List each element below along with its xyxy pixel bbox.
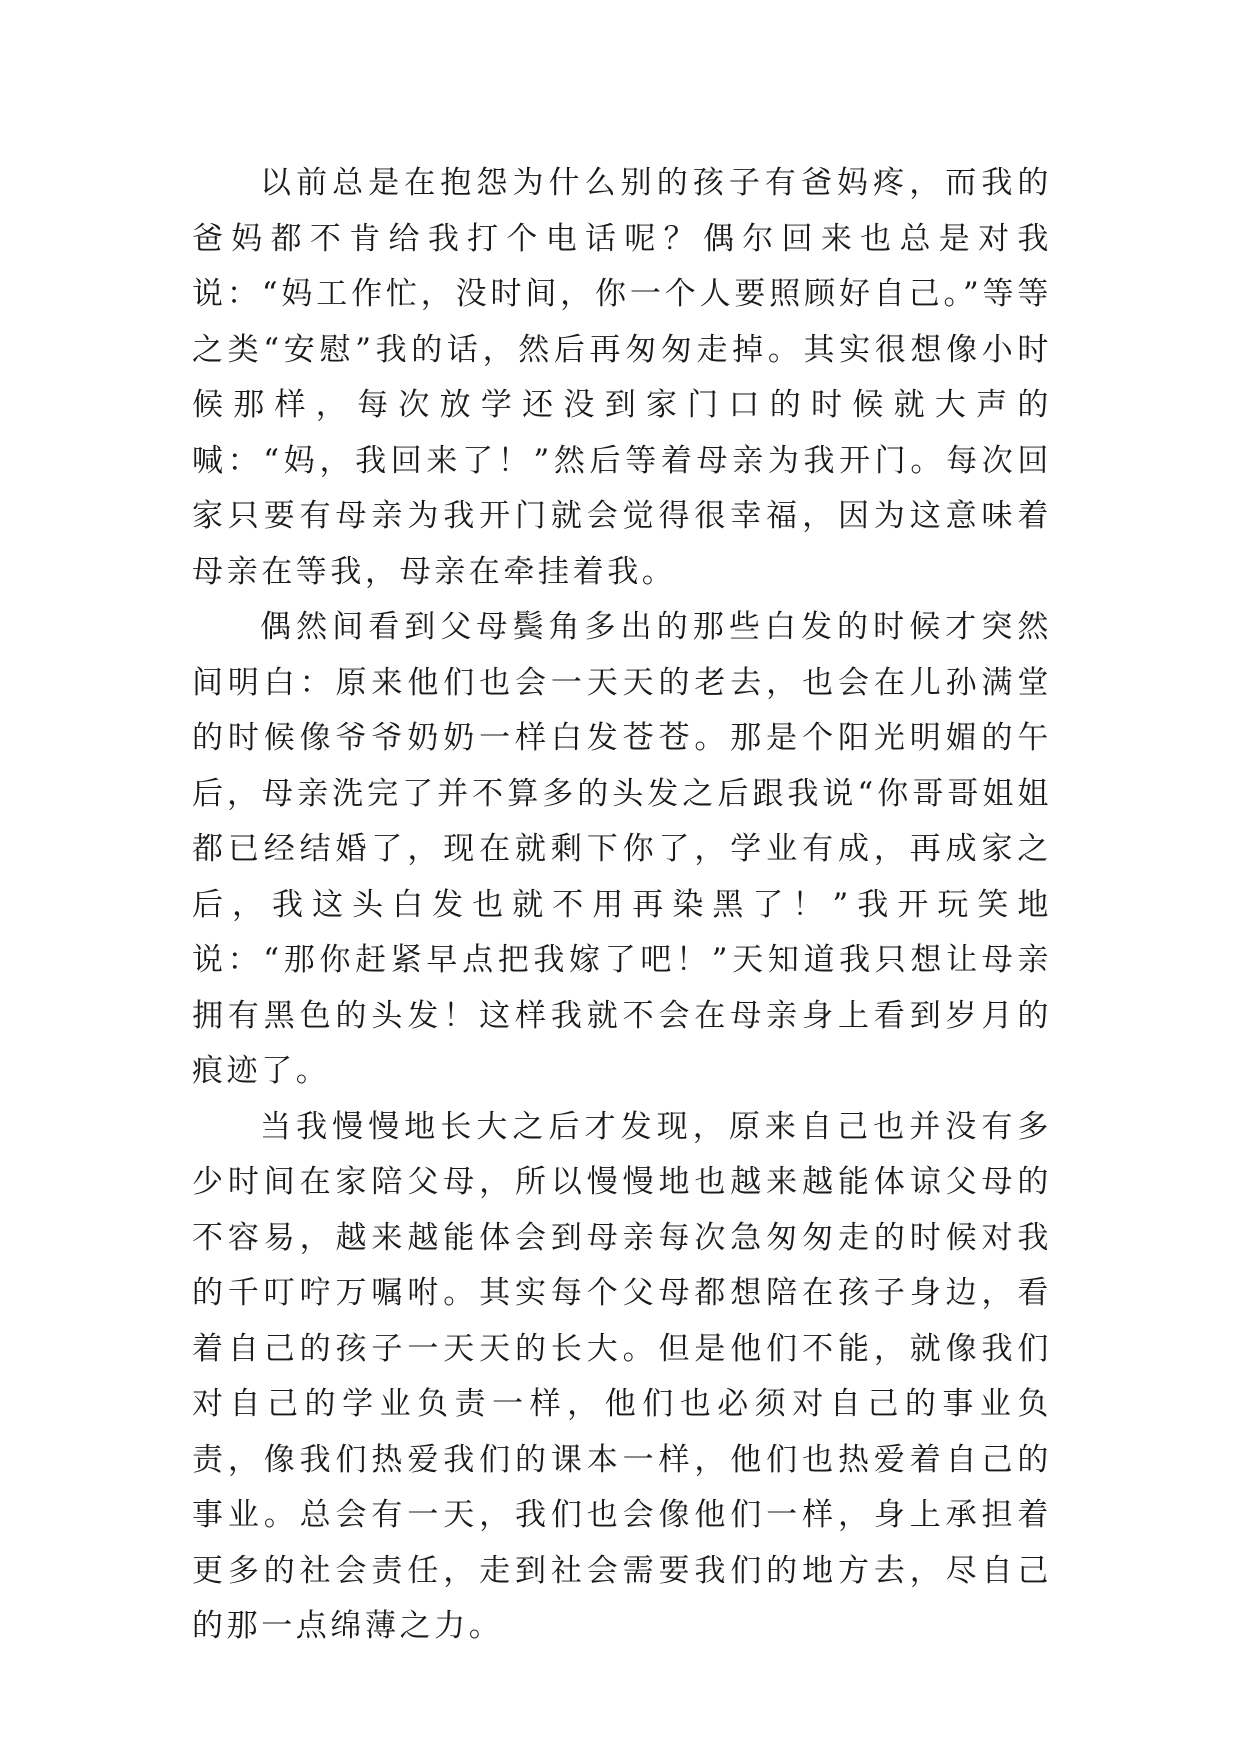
document-body	[192, 156, 1052, 1655]
paragraph-3: 当我慢慢地长大之后才发现，原来自己也并没有多少时间在家陪父母，所以慢慢地也越来越能体谅父母的不容易，越来越能体会到母亲每次急匆匆走的时候对我的千叮咛万嘱咐。其实每个父母都想陪在孩子身边，看着自己的孩子一天天的长大。但是他们不能，就像我们对自己的学业负责一样，他们也必须对自己的事业负责，像我们热爱我们的课本一样，他们也热爱着自己的事业。总会有一天，我们也会像他们一样，身上承担着更多的社会责任，走到社会需要我们的地方去，尽自己的那一点绵薄之力。	[192, 1108, 1052, 1644]
paragraph-1: 以前总是在抱怨为什么别的孩子有爸妈疼，而我的爸妈都不肯给我打个电话呢？偶尔回来也总是对我说：“妈工作忙，没时间，你一个人要照顾好自己。”等等之类“安慰”我的话，然后再匆匆走掉。其实很想像小时候那样，每次放学还没到家门口的时候就大声的喊：“妈，我回来了！”然后等着母亲为我开门。每次回家只要有母亲为我开门就会觉得很幸福，因为这意味着母亲在等我，母亲在牵挂着我。	[192, 165, 1052, 590]
paragraph-2: 偶然间看到父母鬓角多出的那些白发的时候才突然间明白：原来他们也会一天天的老去，也会在儿孙满堂的时候像爷爷奶奶一样白发苍苍。那是个阳光明媚的午后，母亲洗完了并不算多的头发之后跟我说“你哥哥姐姐都已经结婚了，现在就剩下你了，学业有成，再成家之后，我这头白发也就不用再染黑了！”我开玩笑地说：“那你赶紧早点把我嫁了吧！”天知道我只想让母亲拥有黑色的头发！这样我就不会在母亲身上看到岁月的痕迹了。	[192, 609, 1052, 1089]
